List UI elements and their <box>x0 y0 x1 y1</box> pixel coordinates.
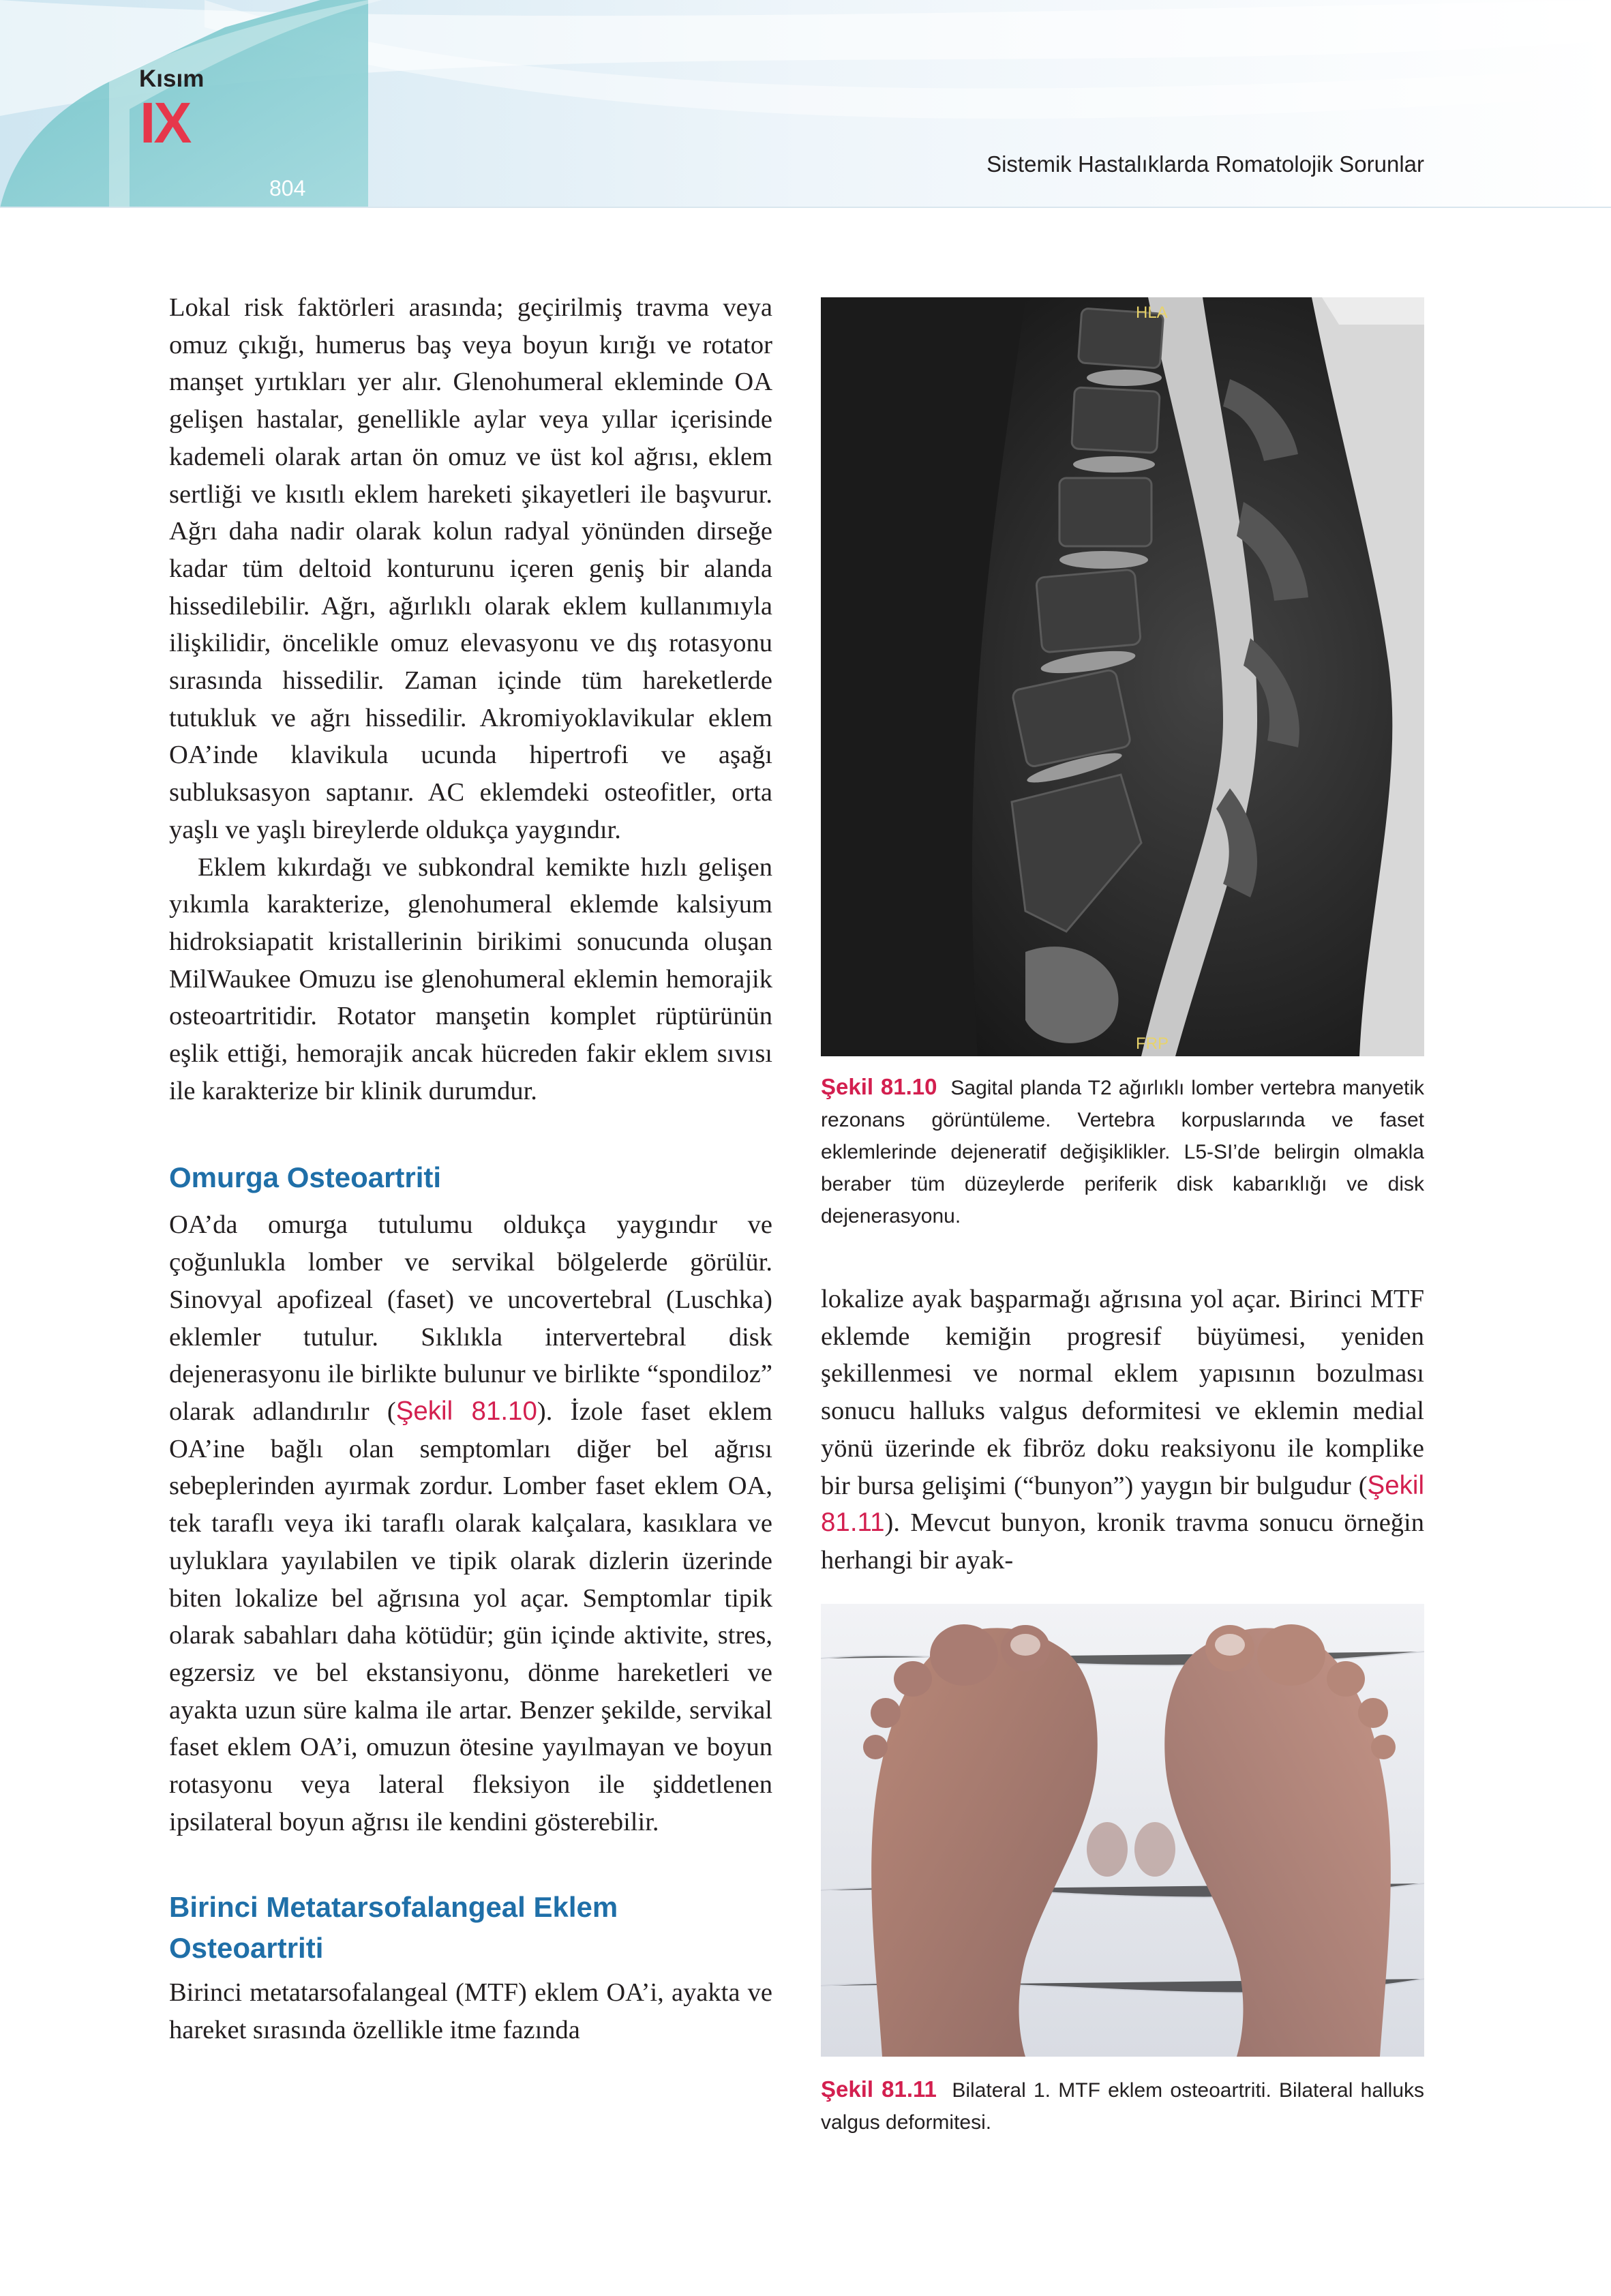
mri-label-bottom: FRP <box>1136 1034 1169 1053</box>
foot-photo <box>821 1604 1424 2057</box>
text-span: OA’da omurga tutulumu oldukça yaygındır ve çoğunlukla lomber ve servikal bölgelerde görülür. Sinovyal apofizeal (faset) ve uncovertebral (Luschka) eklemler tutulur. Sıklıkla intervertebral disk dejenerasyonu ile birlikte bulunur ve birlikte “spondiloz” olarak adlandırılır ( <box>169 1210 772 1426</box>
mri-label-top: HLA <box>1136 303 1168 322</box>
figure-ref-81-11[interactable]: Şekil 81.11 <box>821 1470 1424 1538</box>
heading-mtf-oa: Birinci Metatarsofalangeal Eklem Osteoartriti <box>169 1891 618 1965</box>
page-number: 804 <box>269 176 306 200</box>
text-span: ). İzole faset eklem OA’ine bağlı olan semptomları diğer bel ağrısı sebeplerinden ayırmak zordur. Lomber faset eklem OA, tek taraflı veya iki taraflı olarak kalçalara, kasıklara ve uyluklara yayılabilen ve tipik olarak dizlerin üzerinde biten lokalize bel ağrısına yol açar. Semptomlar tipik olarak sabahları daha kötüdür; gün içinde aktivite, stres, egzersiz ve bel ekstansiyonu, dönme hareketleri ve ayakta uzun süre kalma ile artar. Benzer şekilde, servikal faset eklem OA’i, omuzun ötesine yayılmayan ve boyun rotasyonu veya lateral fleksiyon ile şiddetlenen ipsilateral boyun ağrısı ile kendini gösterebilir. <box>169 1397 772 1836</box>
paragraph-local-risk: Lokal risk faktörleri arasında; geçirilmiş travma veya omuz çıkığı, humerus baş veya boyun kırığı ve rotator manşet yırtıkları yer alır. Glenohumeral ekleminde OA gelişen hastalar, genellikle aylar veya yıllar içerisinde kademeli olarak artan ön omuz ve üst kol ağrısı, eklem sertliği ve kısıtlı eklem hareketi şikayetleri ile başvurur. Ağrı daha nadir olarak kolun radyal yönünden dirseğe kadar tüm deltoid konturunu içeren geniş bir alanda hissedilebilir. Ağrı, ağırlıklı olarak eklem kullanımıyla ilişkilidir, öncelikle omuz elevasyonu ve dış rotasyonu sırasında hissedilir. Zaman içinde tüm hareketlerde tutukluk ve ağrı hissedilir. Akromiyoklavikular eklem OA’inde klavikula ucunda hipertrofi ve aşağı subluksasyon saptanır. AC eklemdeki osteofitler, orta yaşlı ve yaşlı bireylerde oldukça yaygındır. <box>169 293 772 844</box>
heading-spine-oa: Omurga Osteoartriti <box>169 1161 442 1194</box>
caption-text: Sagital planda T2 ağırlıklı lomber vertebra manyetik rezonans görüntüleme. Vertebra korpuslarında ve faset eklemlerinde dejeneratif değişiklikler. L5-SI’de belirgin olmakla beraber tüm düzeylerde periferik disk kabarıklığı ve disk dejenerasyonu. <box>821 1077 1425 1227</box>
right-column <box>821 1281 1424 1579</box>
figure-caption-81-10 <box>821 1071 1424 1232</box>
part-label: Kısım <box>139 65 205 92</box>
foot-illustration <box>821 1604 1424 2057</box>
text-span: lokalize ayak başparmağı ağrısına yol açar. Birinci MTF eklemde kemiğin progresif büyümesi, yeniden şekillenmesi ve normal eklem yapısının bozulması sonucu halluks valgus deformitesi ve eklemin medial yönü üzerinde ek fibröz doku reaksiyonu ile komplike bir bursa gelişimi (“bunyon”) yaygın bir bulgudur ( <box>821 1285 1424 1500</box>
header-decoration <box>0 0 1611 218</box>
figure-ref-81-10[interactable]: Şekil 81.10 <box>395 1396 537 1426</box>
figure-caption-81-11 <box>821 2073 1424 2138</box>
left-column <box>169 289 772 2049</box>
running-title: Sistemik Hastalıklarda Romatolojik Sorunlar <box>987 151 1424 177</box>
paragraph-mtf-oa: Birinci metatarsofalangeal (MTF) eklem OA’i, ayakta ve hareket sırasında özellikle itme fazında <box>169 1978 772 2045</box>
mri-illustration <box>821 297 1424 1056</box>
text-span: ). Mevcut bunyon, kronik travma sonucu örneğin herhangi bir ayak- <box>821 1508 1424 1575</box>
part-number: IX <box>140 91 190 155</box>
paragraph-milwaukee: Eklem kıkırdağı ve subkondral kemikte hızlı gelişen yıkımla karakterize, glenohumeral eklemde kalsiyum hidroksiapatit kristallerinin birikimi sonucunda oluşan MilWaukee Omuzu ise glenohumeral eklemin hemorajik osteoartritidir. Rotator manşetin komplet rüptürünün eşlik ettiği, hemorajik ancak hücreden fakir eklem sıvısı ile karakterize bir klinik durumdur. <box>169 852 772 1105</box>
mri-image <box>821 297 1424 1056</box>
paragraph-spine-oa <box>169 1206 772 1840</box>
caption-text: Bilateral 1. MTF eklem osteoartriti. Bilateral halluks valgus deformitesi. <box>821 2079 1425 2134</box>
caption-label: Şekil 81.10 <box>821 1074 937 1099</box>
paragraph-bunion <box>821 1281 1424 1579</box>
caption-label: Şekil 81.11 <box>821 2076 937 2102</box>
